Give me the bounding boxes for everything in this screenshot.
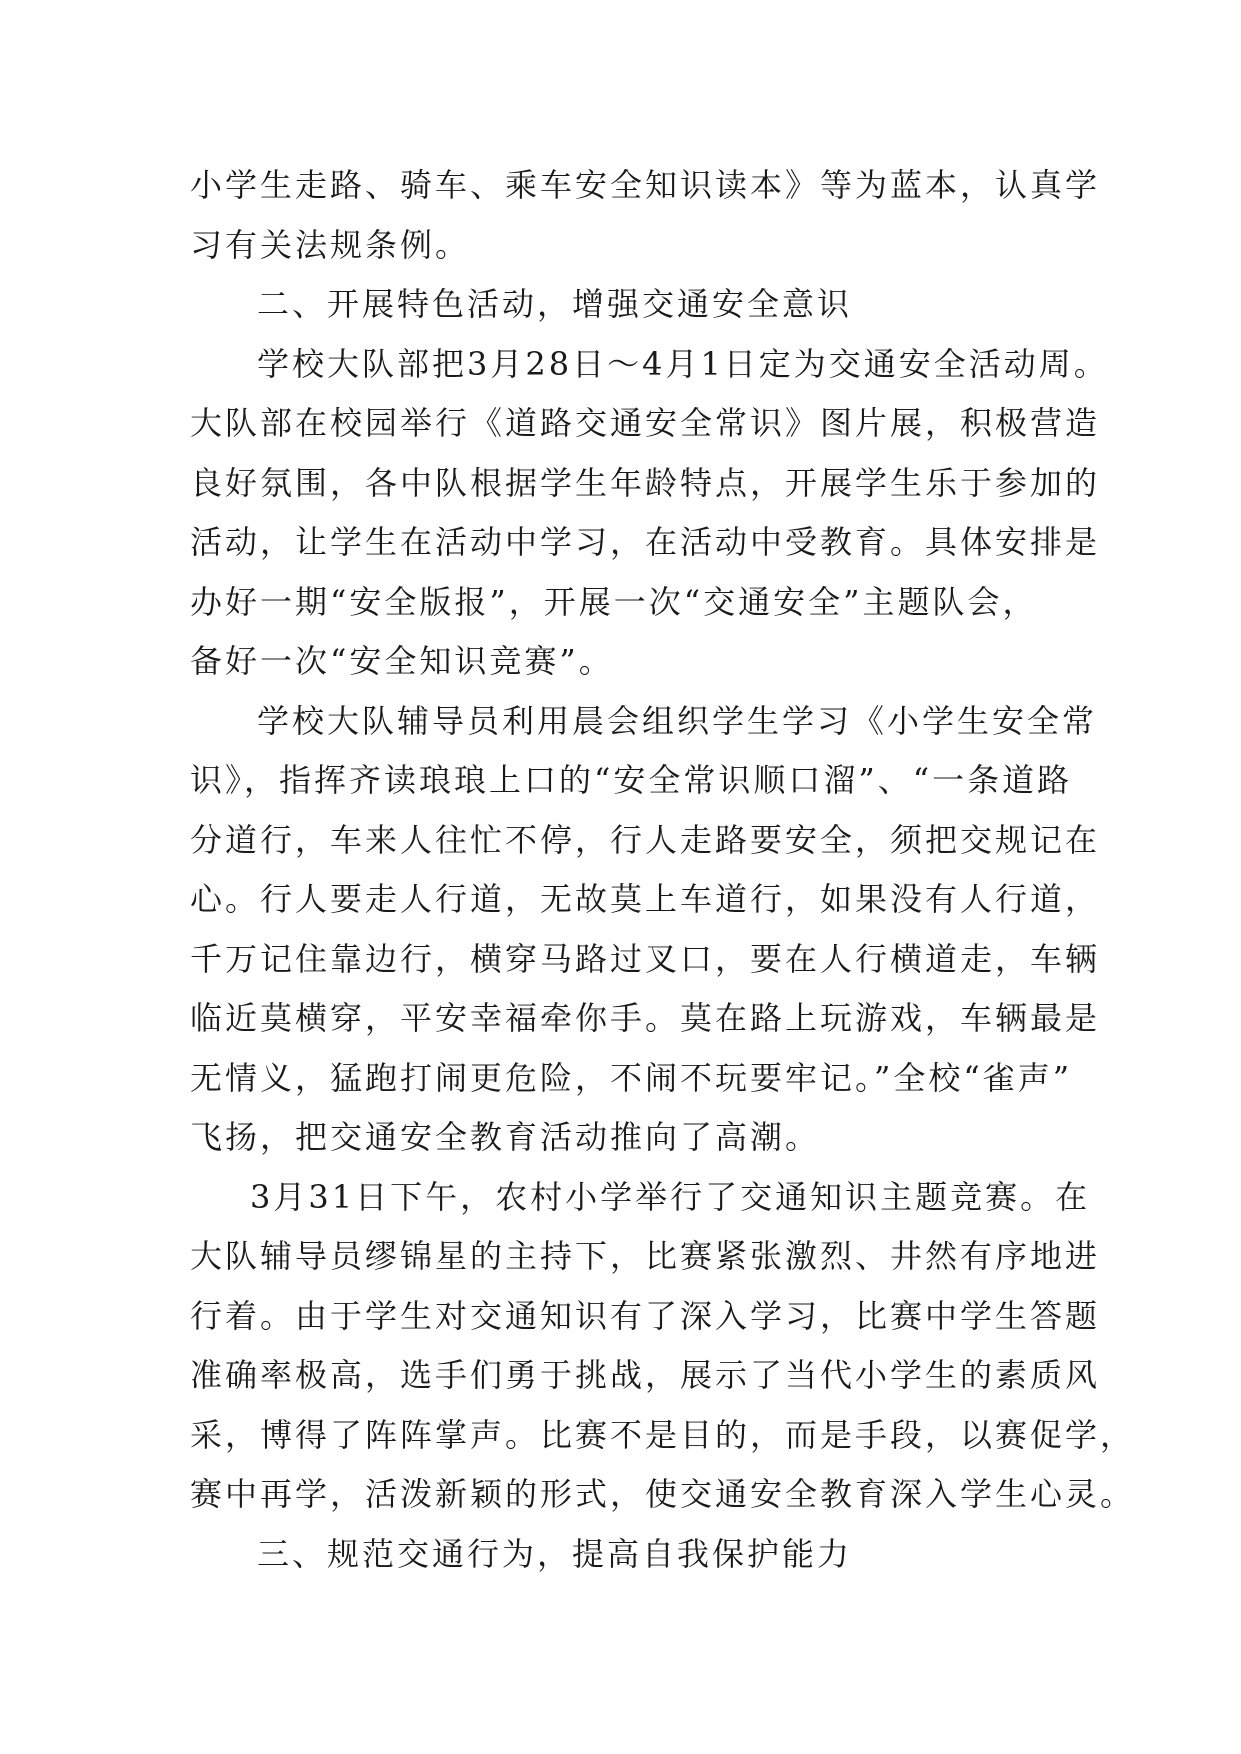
text-line: 行着。由于学生对交通知识有了深入学习，比赛中学生答题: [190, 1296, 1101, 1335]
text-line: 无情义，猛跑打闹更危险，不闹不玩要牢记。”全校“雀声”: [190, 1058, 1073, 1097]
document-body: [190, 156, 1136, 1584]
text-line: 良好氛围，各中队根据学生年龄特点，开展学生乐于参加的: [190, 463, 1101, 502]
text-line: 识》，指挥齐读琅琅上口的“安全常识顺口溜”、“一条道路: [190, 761, 1073, 799]
text-line: 办好一期“安全版报”，开展一次“交通安全”主题队会，: [190, 582, 1038, 621]
text-line: 心。行人要走人行道，无故莫上车道行，如果没有人行道，: [190, 880, 1101, 918]
section-heading: 三、规范交通行为，提高自我保护能力: [257, 1534, 853, 1573]
text-line: 小学生走路、骑车、乘车安全知识读本》等为蓝本，认真学: [190, 166, 1101, 204]
text-line: 临近莫横穿，平安幸福牵你手。莫在路上玩游戏，车辆最是: [190, 999, 1101, 1037]
text-line: 飞扬，把交通安全教育活动推向了高潮。: [190, 1118, 821, 1156]
text-line: 学校大队辅导员利用晨会组织学生学习《小学生安全常: [257, 701, 1098, 740]
text-line: 分道行，车来人往忙不停，行人走路要安全，须把交规记在: [190, 820, 1101, 859]
text-line: 千万记住靠边行，横穿马路过叉口，要在人行横道走，车辆: [190, 939, 1101, 978]
text-line: 采，博得了阵阵掌声。比赛不是目的，而是手段，以赛促学，: [190, 1415, 1136, 1454]
section-heading: 二、开展特色活动，增强交通安全意识: [257, 285, 853, 323]
text-line: 3月31日下午，农村小学举行了交通知识主题竞赛。在: [250, 1177, 1091, 1216]
text-line: 学校大队部把3月28日～4月1日定为交通安全活动周。: [257, 344, 1109, 383]
text-line: 活动，让学生在活动中学习，在活动中受教育。具体安排是: [190, 523, 1101, 561]
text-line: 赛中再学，活泼新颖的形式，使交通安全教育深入学生心灵。: [190, 1475, 1136, 1513]
text-line: 习有关法规条例。: [190, 225, 471, 264]
text-line: 大队部在校园举行《道路交通安全常识》图片展，积极营造: [190, 404, 1101, 442]
text-line: 备好一次“安全知识竞赛”。: [190, 642, 614, 680]
text-line: 大队辅导员缪锦星的主持下，比赛紧张激烈、井然有序地进: [190, 1237, 1101, 1275]
text-line: 准确率极高，选手们勇于挑战，展示了当代小学生的素质风: [190, 1356, 1101, 1394]
